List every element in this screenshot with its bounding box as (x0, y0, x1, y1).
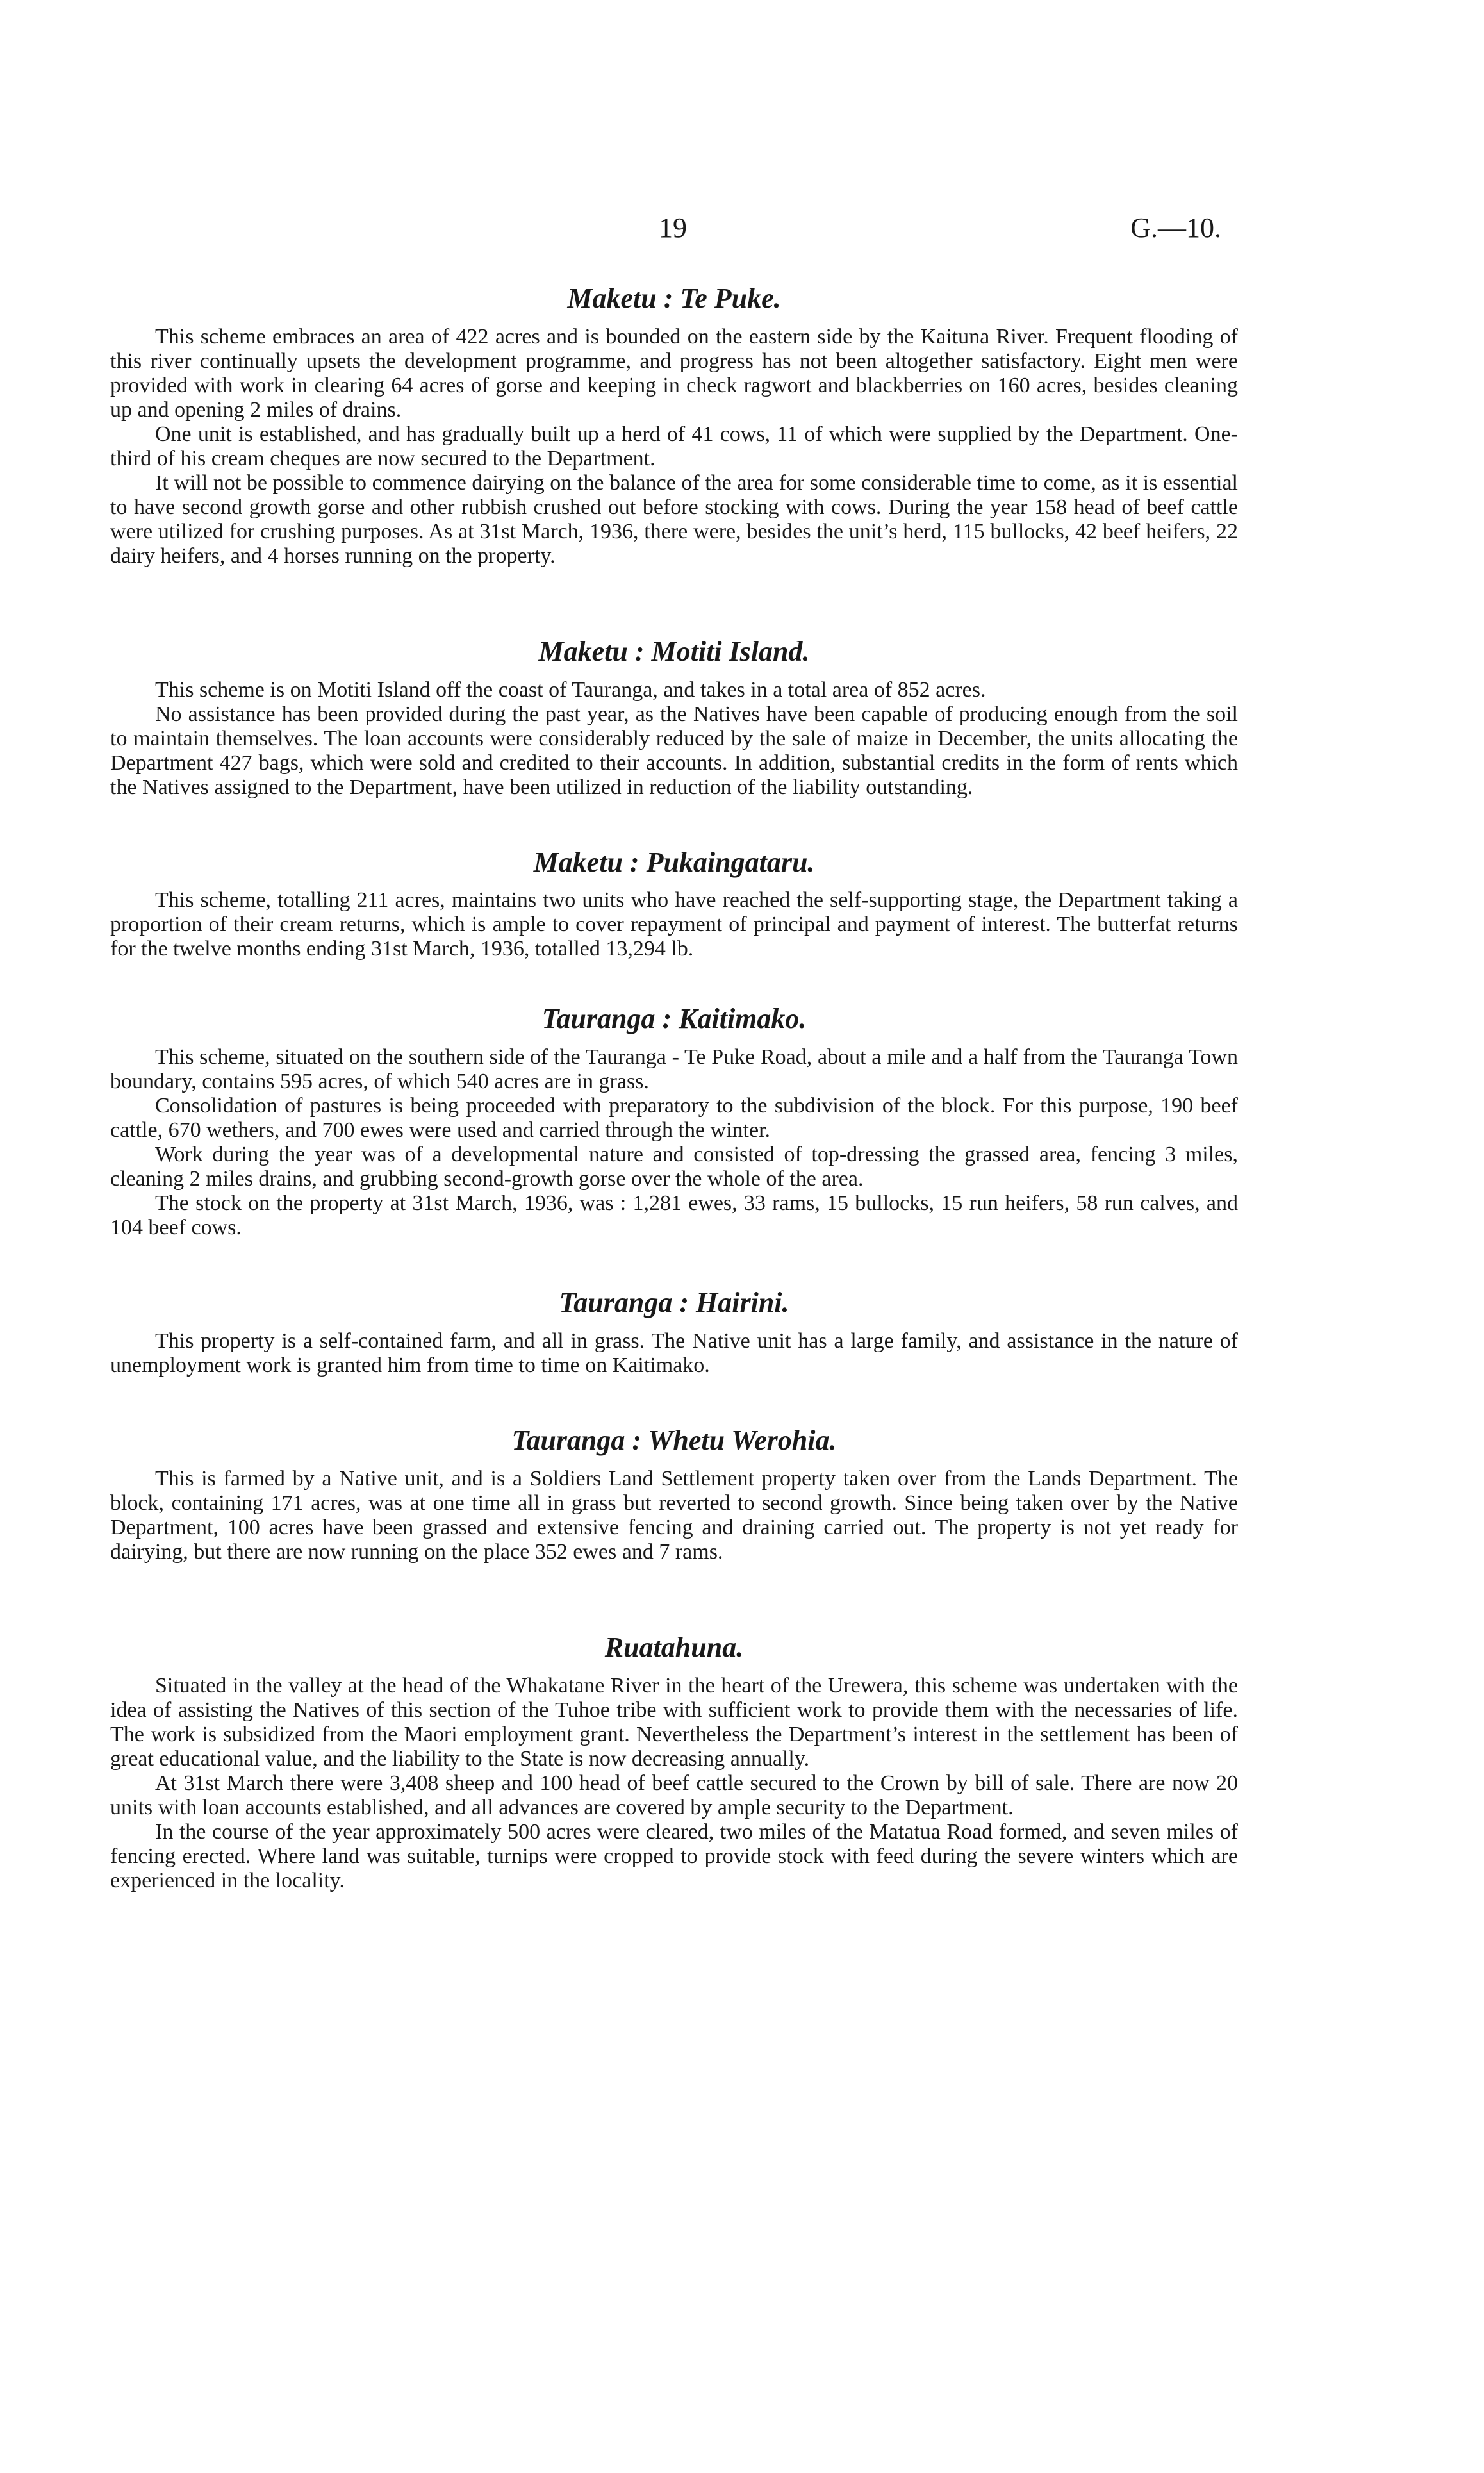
section-heading: Ruatahuna. (604, 1631, 744, 1663)
paragraph: At 31st March there were 3,408 sheep and 100 head of beef cattle secured to the Crown by bill of sale. There are now 20 units with loan accounts established, and all advances are covered by ample security to the Department. (110, 1771, 1238, 1819)
paragraph: This property is a self-contained farm, and all in grass. The Native unit has a large family, and assistance in the nature of unemployment work is granted him from time to time on Kaitimako. (110, 1328, 1238, 1377)
paragraph: Consolidation of pastures is being proceeded with preparatory to the subdivision of the block. For this purpose, 190 beef cattle, 670 wethers, and 700 ewes were used and carried through the winter. (110, 1094, 1238, 1143)
section-hairini (110, 1286, 1238, 1378)
document-code: G.—10. (1130, 212, 1221, 244)
section-kaitimako (110, 1002, 1238, 1240)
paragraph: This is farmed by a Native unit, and is a Soldiers Land Settlement property taken over from the Lands Department. The block, containing 171 acres, was at one time all in grass but reverted to second growth. Since being taken over by the Native Department, 100 acres have been grassed and extensive fencing and draining carried out. The property is not yet ready for dairying, but there are now running on the place 352 ewes and 7 rams. (110, 1466, 1238, 1564)
section-heading: Tauranga : Whetu Werohia. (511, 1424, 837, 1456)
paragraph: One unit is established, and has gradually built up a herd of 41 cows, 11 of which were supplied by the Department. One-third of his cream cheques are now secured to the Department. (110, 422, 1238, 470)
section-motiti-island (110, 635, 1238, 800)
section-heading: Maketu : Motiti Island. (538, 635, 810, 667)
section-heading: Maketu : Pukaingataru. (533, 846, 815, 878)
section-heading: Maketu : Te Puke. (567, 283, 781, 314)
paragraph: Situated in the valley at the head of the Whakatane River in the heart of the Urewera, this scheme was undertaken with the idea of assisting the Natives of this section of the Tuhoe tribe with sufficient work to provide them with the necessaries of life. The work is subsidized from the Maori employment grant. Nevertheless the Department’s interest in the settlement has been of great educational value, and the liability to the State is now decreasing annually. (110, 1673, 1238, 1771)
section-pukaingataru (110, 846, 1238, 962)
page-number: 19 (659, 212, 687, 244)
paragraph: Work during the year was of a developmental nature and consisted of top-dressing the grassed area, fencing 3 miles, cleaning 2 miles drains, and grubbing second-growth gorse over the whole of the area. (110, 1143, 1238, 1191)
section-heading: Tauranga : Hairini. (559, 1287, 789, 1319)
document-body (110, 282, 1238, 1893)
section-whetu-werohia (110, 1424, 1238, 1564)
section-heading: Tauranga : Kaitimako. (541, 1003, 807, 1035)
paragraph: The stock on the property at 31st March, 1936, was : 1,281 ewes, 33 rams, 15 bullocks, 15 run heifers, 58 run calves, and 104 beef cows. (110, 1191, 1238, 1240)
paragraph: In the course of the year approximately 500 acres were cleared, two miles of the Matatua Road formed, and seven miles of fencing erected. Where land was suitable, turnips were cropped to provide stock with feed during the severe winters which are experienced in the locality. (110, 1819, 1238, 1892)
paragraph: This scheme embraces an area of 422 acres and is bounded on the eastern side by the Kaituna River. Frequent flooding of this river continually upsets the development programme, and progress has not been altogether satisfactory. Eight men were provided with work in clearing 64 acres of gorse and keeping in check ragwort and blackberries on 160 acres, besides cleaning up and opening 2 miles of drains. (110, 324, 1238, 422)
paragraph: This scheme is on Motiti Island off the coast of Tauranga, and takes in a total area of 852 acres. (155, 677, 986, 702)
paragraph: It will not be possible to commence dairying on the balance of the area for some considerable time to come, as it is essential to have second growth gorse and other rubbish crushed out before stocking with cows. During the year 158 head of beef cattle were utilized for crushing purposes. As at 31st March, 1936, there were, besides the unit’s herd, 115 bullocks, 42 beef heifers, 22 dairy heifers, and 4 horses running on the property. (110, 470, 1238, 568)
paragraph: This scheme, totalling 211 acres, maintains two units who have reached the self-supporting stage, the Department taking a proportion of their cream returns, which is ample to cover repayment of principal and payment of interest. The butterfat returns for the twelve months ending 31st March, 1936, totalled 13,294 lb. (110, 888, 1238, 961)
section-ruatahuna (110, 1631, 1238, 1893)
section-te-puke (110, 282, 1238, 568)
paragraph: This scheme, situated on the southern side of the Tauranga - Te Puke Road, about a mile and a half from the Tauranga Town boundary, contains 595 acres, of which 540 acres are in grass. (110, 1045, 1238, 1094)
paragraph: No assistance has been provided during the past year, as the Natives have been capable of producing enough from the soil to maintain themselves. The loan accounts were considerably reduced by the sale of maize in December, the units allocating the Department 427 bags, which were sold and credited to their accounts. In addition, substantial credits in the form of rents which the Natives assigned to the Department, have been utilized in reduction of the liability outstanding. (110, 702, 1238, 799)
